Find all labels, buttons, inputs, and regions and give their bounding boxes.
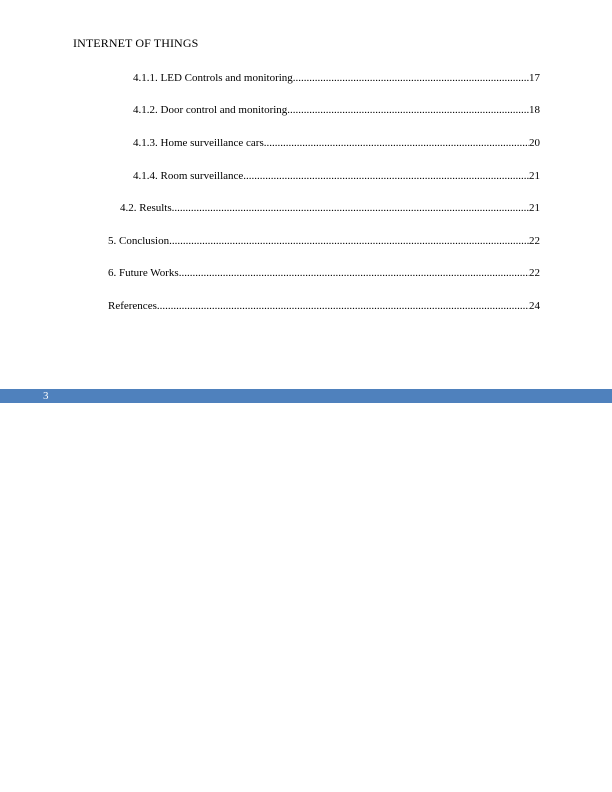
page-number: 3 — [43, 390, 49, 402]
toc-entry-page: 24 — [529, 300, 540, 312]
toc-entry-label: 5. Conclusion — [108, 235, 170, 247]
toc-entry-door-control[interactable] — [133, 104, 540, 117]
toc-entry-label: 4.1.2. Door control and monitoring — [133, 104, 288, 116]
toc-leader-dots — [293, 72, 529, 85]
toc-entry-label: 4.2. Results — [120, 202, 172, 214]
toc-entry-page: 17 — [529, 72, 540, 84]
toc-entry-label: 4.1.3. Home surveillance cars — [133, 137, 264, 149]
toc-entry-page: 22 — [529, 235, 540, 247]
running-header: INTERNET OF THINGS — [73, 36, 199, 50]
toc-leader-dots — [169, 235, 529, 248]
toc-entry-label: 4.1.1. LED Controls and monitoring — [133, 72, 293, 84]
footer-bar — [0, 389, 612, 403]
toc-entry-home-surveillance[interactable] — [133, 137, 540, 150]
toc-entry-references[interactable] — [108, 300, 540, 313]
toc-entry-label: 4.1.4. Room surveillance — [133, 170, 244, 182]
toc-entry-room-surveillance[interactable] — [133, 170, 540, 183]
toc-leader-dots — [264, 137, 529, 150]
toc-entry-page: 21 — [529, 202, 540, 214]
toc-entry-page: 18 — [529, 104, 540, 116]
toc-leader-dots — [287, 104, 529, 117]
toc-leader-dots — [172, 202, 529, 215]
toc-entry-conclusion[interactable] — [108, 235, 540, 248]
toc-entry-page: 20 — [529, 137, 540, 149]
toc-entry-page: 21 — [529, 170, 540, 182]
toc-entry-label: References — [108, 300, 157, 312]
toc-entry-future-works[interactable] — [108, 267, 540, 280]
toc-leader-dots — [179, 267, 529, 280]
toc-entry-results[interactable] — [120, 202, 540, 215]
toc-entry-label: 6. Future Works — [108, 267, 179, 279]
toc-leader-dots — [157, 300, 529, 313]
toc-entry-led-controls[interactable] — [133, 72, 540, 85]
toc-leader-dots — [243, 170, 529, 183]
toc-entry-page: 22 — [529, 267, 540, 279]
